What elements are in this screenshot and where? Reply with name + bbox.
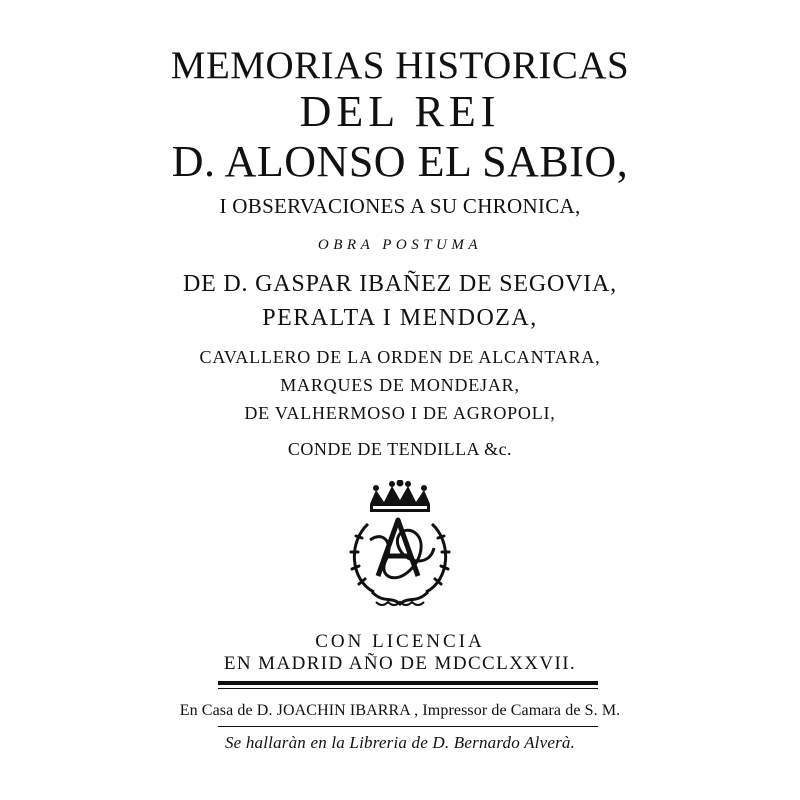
author-titles-line-2: MARQUES DE MONDEJAR, <box>280 375 520 395</box>
imprint: EN MADRID AÑO DE MDCCLXXVII. <box>223 653 577 674</box>
author-titles-line-1: CAVALLERO DE LA ORDEN DE ALCANTARA, <box>199 347 601 367</box>
seller-line: Se hallaràn en la Libreria de D. Bernardo Alverà. <box>224 733 576 752</box>
work-note: OBRA POSTUMA <box>317 237 483 253</box>
author-titles-line-3: DE VALHERMOSO I DE AGROPOLI, <box>244 403 556 423</box>
subtitle: I OBSERVACIONES A SU CHRONICA, <box>219 194 581 218</box>
title-line-1: MEMORIAS HISTORICAS <box>170 44 630 87</box>
double-rule-top-thin <box>218 688 598 689</box>
double-rule-top-thick <box>218 681 598 685</box>
printer-line: En Casa de D. JOACHIN IBARRA , Impressor de Camara de S. M. <box>179 702 621 719</box>
title-line-3: D. ALONSO EL SABIO, <box>171 137 629 186</box>
crowned-monogram-emblem-icon <box>340 480 460 615</box>
author-line-1: DE D. GASPAR IBAÑEZ DE SEGOVIA, <box>183 271 617 297</box>
author-line-2: PERALTA I MENDOZA, <box>262 305 538 331</box>
rule-middle <box>218 726 598 727</box>
title-line-2: DEL REI <box>299 87 501 136</box>
license: CON LICENCIA <box>315 631 485 652</box>
author-titles-line-4: CONDE DE TENDILLA &c. <box>287 439 513 459</box>
